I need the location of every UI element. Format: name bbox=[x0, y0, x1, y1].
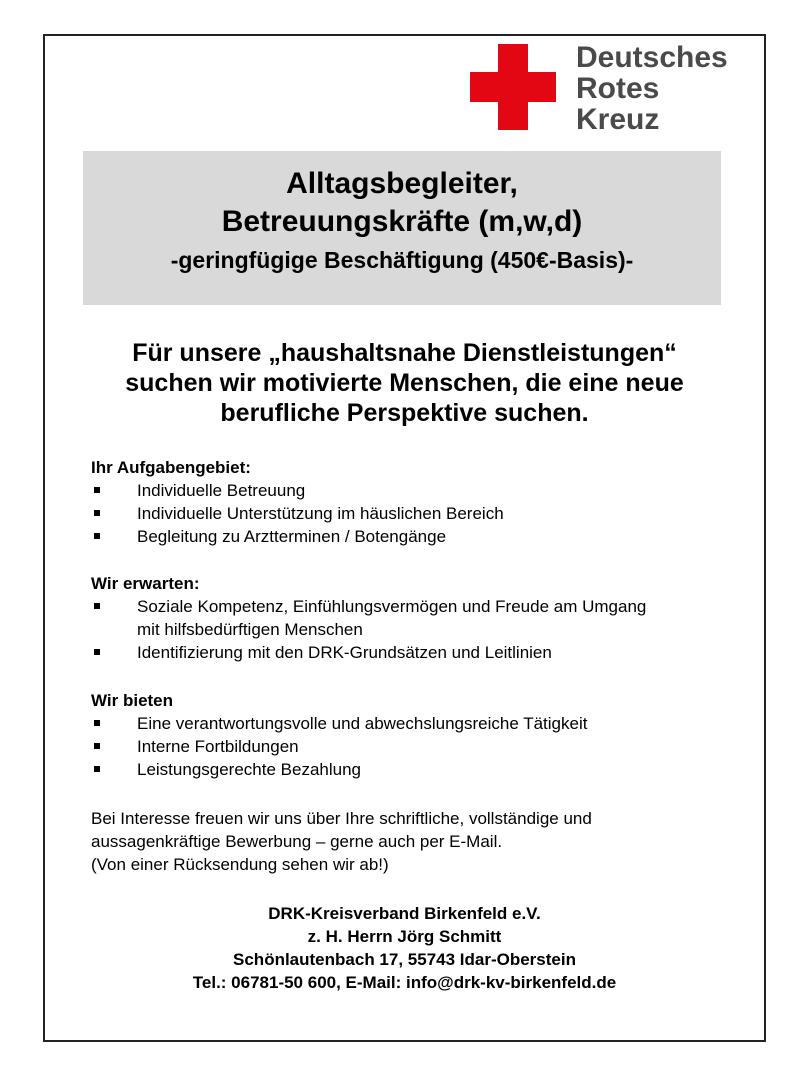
list-item-text: Begleitung zu Arztterminen / Botengänge bbox=[137, 527, 447, 546]
tasks-list bbox=[91, 479, 731, 548]
list-item-text: Leistungsgerechte Bezahlung bbox=[137, 760, 361, 779]
bullet-square-icon bbox=[94, 487, 100, 493]
list-item bbox=[91, 735, 731, 758]
list-item-text: Individuelle Unterstützung im häuslichen Bereich bbox=[137, 504, 504, 523]
offers-heading: Wir bieten bbox=[91, 691, 174, 710]
list-item bbox=[91, 712, 731, 735]
job-title-line-2: Betreuungskräfte (m,w,d) bbox=[221, 205, 583, 238]
bullet-square-icon bbox=[94, 743, 100, 749]
job-title-line-1: Alltagsbegleiter, bbox=[286, 167, 518, 200]
contact-phone-email: Tel.: 06781-50 600, E-Mail: info@drk-kv-birkenfeld.de bbox=[192, 973, 617, 992]
list-item-text: Identifizierung mit den DRK-Grundsätzen und Leitlinien bbox=[137, 643, 552, 662]
logo-line-2: Rotes bbox=[576, 72, 660, 105]
intro-line-3: berufliche Perspektive suchen. bbox=[220, 399, 589, 427]
bullet-square-icon bbox=[94, 720, 100, 726]
list-item bbox=[91, 595, 731, 641]
bullet-square-icon bbox=[94, 510, 100, 516]
list-item bbox=[91, 479, 731, 502]
expectations-section bbox=[91, 572, 731, 664]
list-item bbox=[91, 641, 731, 664]
contact-organization: DRK-Kreisverband Birkenfeld e.V. bbox=[268, 904, 541, 923]
contact-attention: z. H. Herrn Jörg Schmitt bbox=[307, 927, 502, 946]
expectations-heading: Wir erwarten: bbox=[91, 574, 200, 593]
tasks-section bbox=[91, 456, 731, 548]
bullet-square-icon bbox=[94, 533, 100, 539]
list-item-text: Interne Fortbildungen bbox=[137, 737, 299, 756]
list-item bbox=[91, 502, 731, 525]
red-cross-icon bbox=[470, 44, 556, 130]
logo-wordmark bbox=[576, 42, 728, 135]
list-item-text: Soziale Kompetenz, Einfühlungsvermögen und Freude am Umgang mit hilfsbedürftigen Menschen bbox=[137, 597, 647, 639]
intro-line-1: Für unsere „haushaltsnahe Dienstleistungen“ bbox=[132, 339, 677, 367]
closing-line-1: Bei Interesse freuen wir uns über Ihre schriftliche, vollständige und bbox=[91, 809, 592, 828]
job-subtitle: -geringfügige Beschäftigung (450€-Basis)- bbox=[170, 247, 634, 273]
list-item-text: Eine verantwortungsvolle und abwechslungsreiche Tätigkeit bbox=[137, 714, 588, 733]
job-title-box bbox=[83, 151, 721, 305]
list-item-text: Individuelle Betreuung bbox=[137, 481, 306, 500]
intro-text bbox=[60, 338, 749, 428]
bullet-square-icon bbox=[94, 766, 100, 772]
intro-line-2: suchen wir motivierte Menschen, die eine neue bbox=[125, 369, 684, 397]
offers-section bbox=[91, 689, 731, 781]
closing-paragraph bbox=[91, 807, 731, 876]
expectations-list bbox=[91, 595, 731, 664]
tasks-heading: Ihr Aufgabengebiet: bbox=[91, 458, 251, 477]
closing-line-2: aussagenkräftige Bewerbung – gerne auch per E-Mail. bbox=[91, 832, 503, 851]
bullet-square-icon bbox=[94, 603, 100, 609]
contact-address: Schönlautenbach 17, 55743 Idar-Oberstein bbox=[233, 950, 576, 969]
red-cross-horizontal-bar bbox=[470, 72, 556, 102]
contact-block bbox=[60, 902, 749, 994]
offers-list bbox=[91, 712, 731, 781]
list-item bbox=[91, 758, 731, 781]
bullet-square-icon bbox=[94, 649, 100, 655]
closing-line-3: (Von einer Rücksendung sehen wir ab!) bbox=[91, 855, 389, 874]
drk-logo bbox=[470, 41, 750, 136]
logo-line-1: Deutsches bbox=[576, 41, 728, 74]
logo-line-3: Kreuz bbox=[576, 103, 660, 136]
list-item bbox=[91, 525, 731, 548]
